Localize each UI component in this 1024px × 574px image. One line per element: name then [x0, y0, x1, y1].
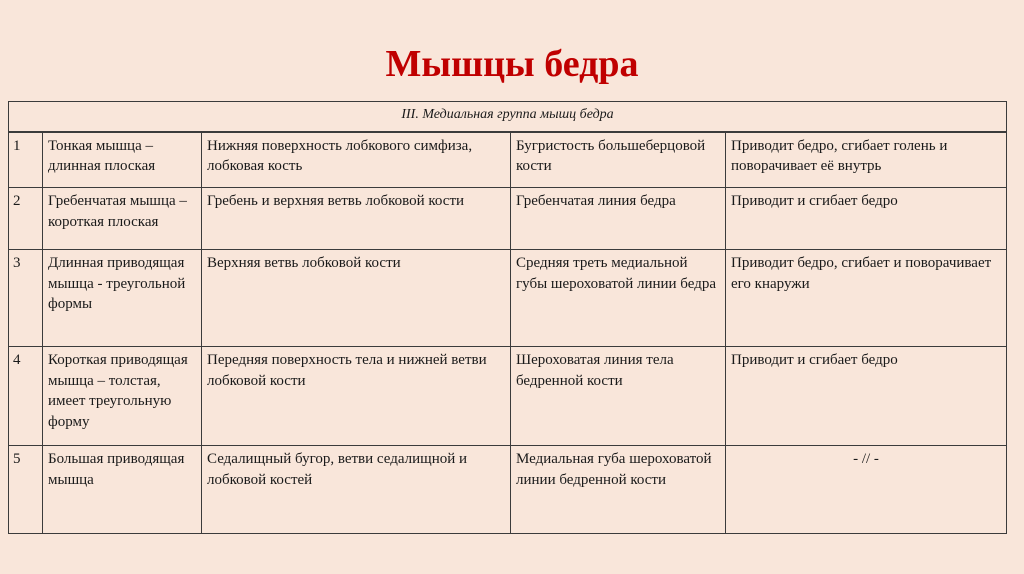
origin-cell: Седалищный бугор, ветви седалищной и лобковой костей [202, 446, 511, 534]
slide-title: Мышцы бедра [385, 43, 639, 85]
muscle-name-cell: Длинная приводящая мышца - треугольной формы [43, 250, 202, 347]
origin-cell: Гребень и верхняя ветвь лобковой кости [202, 188, 511, 250]
group-header: III. Медиальная группа мышц бедра [9, 102, 1007, 132]
row-number: 1 [9, 132, 43, 188]
row-number: 3 [9, 250, 43, 347]
table-row [9, 347, 1007, 446]
muscle-table [8, 101, 1007, 534]
insertion-cell: Шероховатая линия тела бедренной кости [511, 347, 726, 446]
function-cell: Приводит и сгибает бедро [726, 188, 1007, 250]
insertion-cell: Бугристость большеберцовой кости [511, 132, 726, 188]
function-cell: Приводит бедро, сгибает голень и поворачивает её внутрь [726, 132, 1007, 188]
function-cell: Приводит и сгибает бедро [726, 347, 1007, 446]
origin-cell: Передняя поверхность тела и нижней ветви лобковой кости [202, 347, 511, 446]
insertion-cell: Медиальная губа шероховатой линии бедренной кости [511, 446, 726, 534]
muscle-name-cell: Гребенчатая мышца – короткая плоская [43, 188, 202, 250]
table-row [9, 446, 1007, 534]
function-cell: Приводит бедро, сгибает и поворачивает его кнаружи [726, 250, 1007, 347]
origin-cell: Верхняя ветвь лобковой кости [202, 250, 511, 347]
row-number: 2 [9, 188, 43, 250]
table-row [9, 188, 1007, 250]
muscle-name-cell: Тонкая мышца – длинная плоская [43, 132, 202, 188]
function-cell: - // - [726, 446, 1007, 534]
row-number: 5 [9, 446, 43, 534]
table-row [9, 250, 1007, 347]
table-group-header-row [9, 102, 1007, 132]
insertion-cell: Гребенчатая линия бедра [511, 188, 726, 250]
muscle-name-cell: Большая приводящая мышца [43, 446, 202, 534]
origin-cell: Нижняя поверхность лобкового симфиза, лобковая кость [202, 132, 511, 188]
table-row [9, 132, 1007, 188]
row-number: 4 [9, 347, 43, 446]
insertion-cell: Средняя треть медиальной губы шероховатой линии бедра [511, 250, 726, 347]
muscle-name-cell: Короткая приводящая мышца – толстая, имеет треугольную форму [43, 347, 202, 446]
